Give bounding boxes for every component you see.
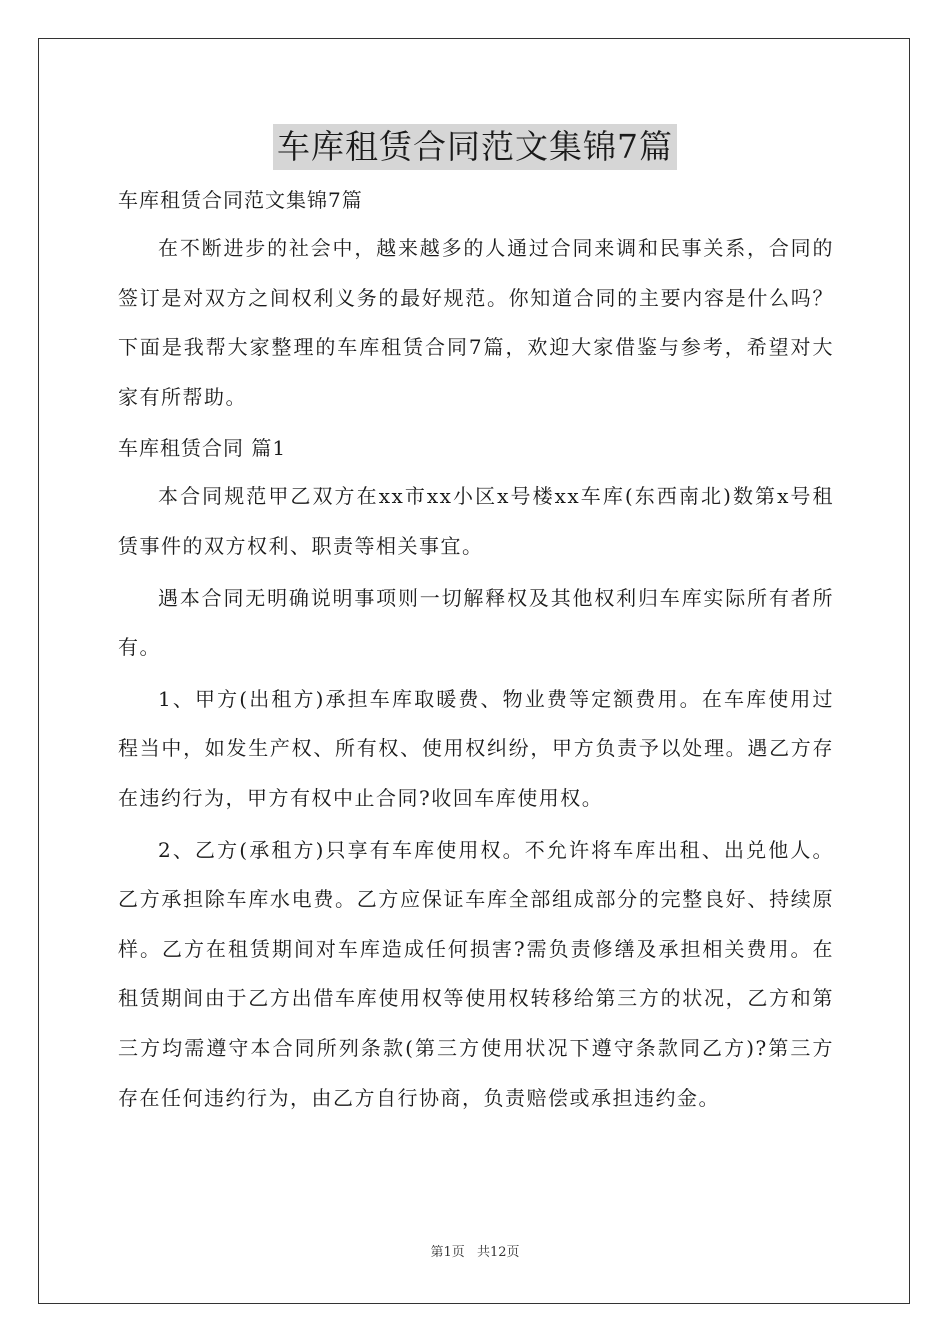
document-body — [118, 176, 834, 1125]
body-paragraph-1: 本合同规范甲乙双方在xx市xx小区x号楼xx车库(东西南北)数第x号租赁事件的双方权利、职责等相关事宜。 — [118, 484, 834, 558]
title-container — [0, 124, 950, 170]
body-paragraph-4: 2、乙方(承租方)只享有车库使用权。不允许将车库出租、出兑他人。乙方承担除车库水电费。乙方应保证车库全部组成部分的完整良好、持续原样。乙方在租赁期间对车库造成任何损害?需负责修缮及承担相关费用。在租赁期间由于乙方出借车库使用权等使用权转移给第三方的状况，乙方和第三方均需遵守本合同所列条款(第三方使用状况下遵守条款同乙方)?第三方存在任何违约行为，由乙方自行协商，负责赔偿或承担违约金。 — [118, 837, 834, 1110]
page-footer — [0, 1241, 950, 1260]
page-number: 第1页 — [430, 1245, 465, 1260]
page-total: 共12页 — [476, 1245, 520, 1260]
body-paragraph-3: 1、甲方(出租方)承担车库取暖费、物业费等定额费用。在车库使用过程当中，如发生产权、所有权、使用权纠纷，甲方负责予以处理。遇乙方存在违约行为，甲方有权中止合同?收回车库使用权。 — [118, 686, 834, 810]
body-paragraph-2: 遇本合同无明确说明事项则一切解释权及其他权利归车库实际所有者所有。 — [118, 585, 834, 660]
document-subtitle: 车库租赁合同范文集锦7篇 — [118, 188, 363, 212]
section-heading: 车库租赁合同 篇1 — [118, 436, 287, 461]
intro-paragraph: 在不断进步的社会中，越来越多的人通过合同来调和民事关系，合同的签订是对双方之间权利义务的最好规范。你知道合同的主要内容是什么吗？下面是我帮大家整理的车库租赁合同7篇，欢迎大家借鉴与参考，希望对大家有所帮助。 — [118, 236, 834, 409]
document-title: 车库租赁合同范文集锦7篇 — [273, 124, 677, 170]
